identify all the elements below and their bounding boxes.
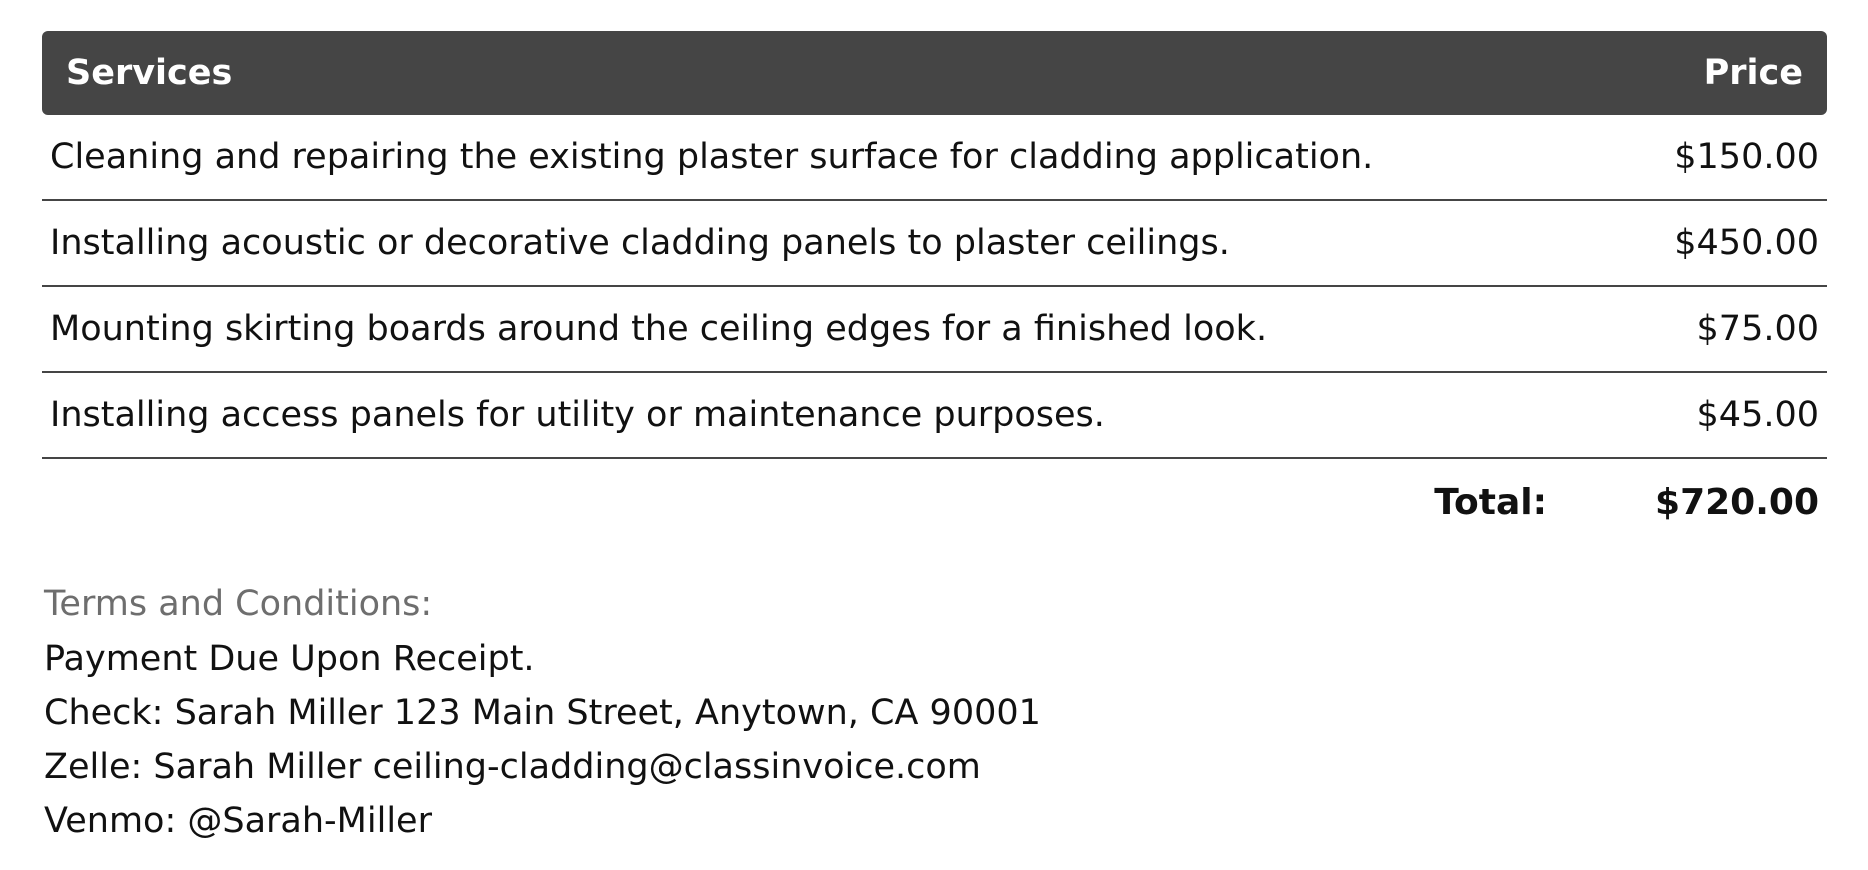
service-description: Installing access panels for utility or maintenance purposes. <box>50 395 1105 435</box>
service-description: Installing acoustic or decorative cladding panels to plaster ceilings. <box>50 223 1230 263</box>
table-row <box>42 287 1827 373</box>
total-row <box>42 459 1827 545</box>
check-payment-line: Check: Sarah Miller 123 Main Street, Anytown, CA 90001 <box>44 693 1041 733</box>
table-header <box>42 31 1827 115</box>
zelle-payment-line: Zelle: Sarah Miller ceiling-cladding@classinvoice.com <box>44 747 981 787</box>
service-description: Mounting skirting boards around the ceiling edges for a finished look. <box>50 309 1268 349</box>
service-price: $75.00 <box>1696 309 1819 349</box>
table-row <box>42 373 1827 459</box>
terms-heading: Terms and Conditions: <box>44 584 433 624</box>
total-label: Total: <box>1434 481 1548 523</box>
service-price: $450.00 <box>1674 223 1819 263</box>
services-column-header: Services <box>66 53 233 93</box>
service-description: Cleaning and repairing the existing plaster surface for cladding application. <box>50 137 1374 177</box>
payment-due-line: Payment Due Upon Receipt. <box>44 639 535 679</box>
service-rows <box>42 115 1827 459</box>
total-value: $720.00 <box>1655 481 1819 523</box>
terms-and-conditions <box>44 576 1041 848</box>
service-price: $45.00 <box>1696 395 1819 435</box>
table-row <box>42 201 1827 287</box>
services-table <box>42 31 1827 545</box>
table-row <box>42 115 1827 201</box>
service-price: $150.00 <box>1674 137 1819 177</box>
price-column-header: Price <box>1703 53 1803 93</box>
venmo-payment-line: Venmo: @Sarah-Miller <box>44 801 432 841</box>
